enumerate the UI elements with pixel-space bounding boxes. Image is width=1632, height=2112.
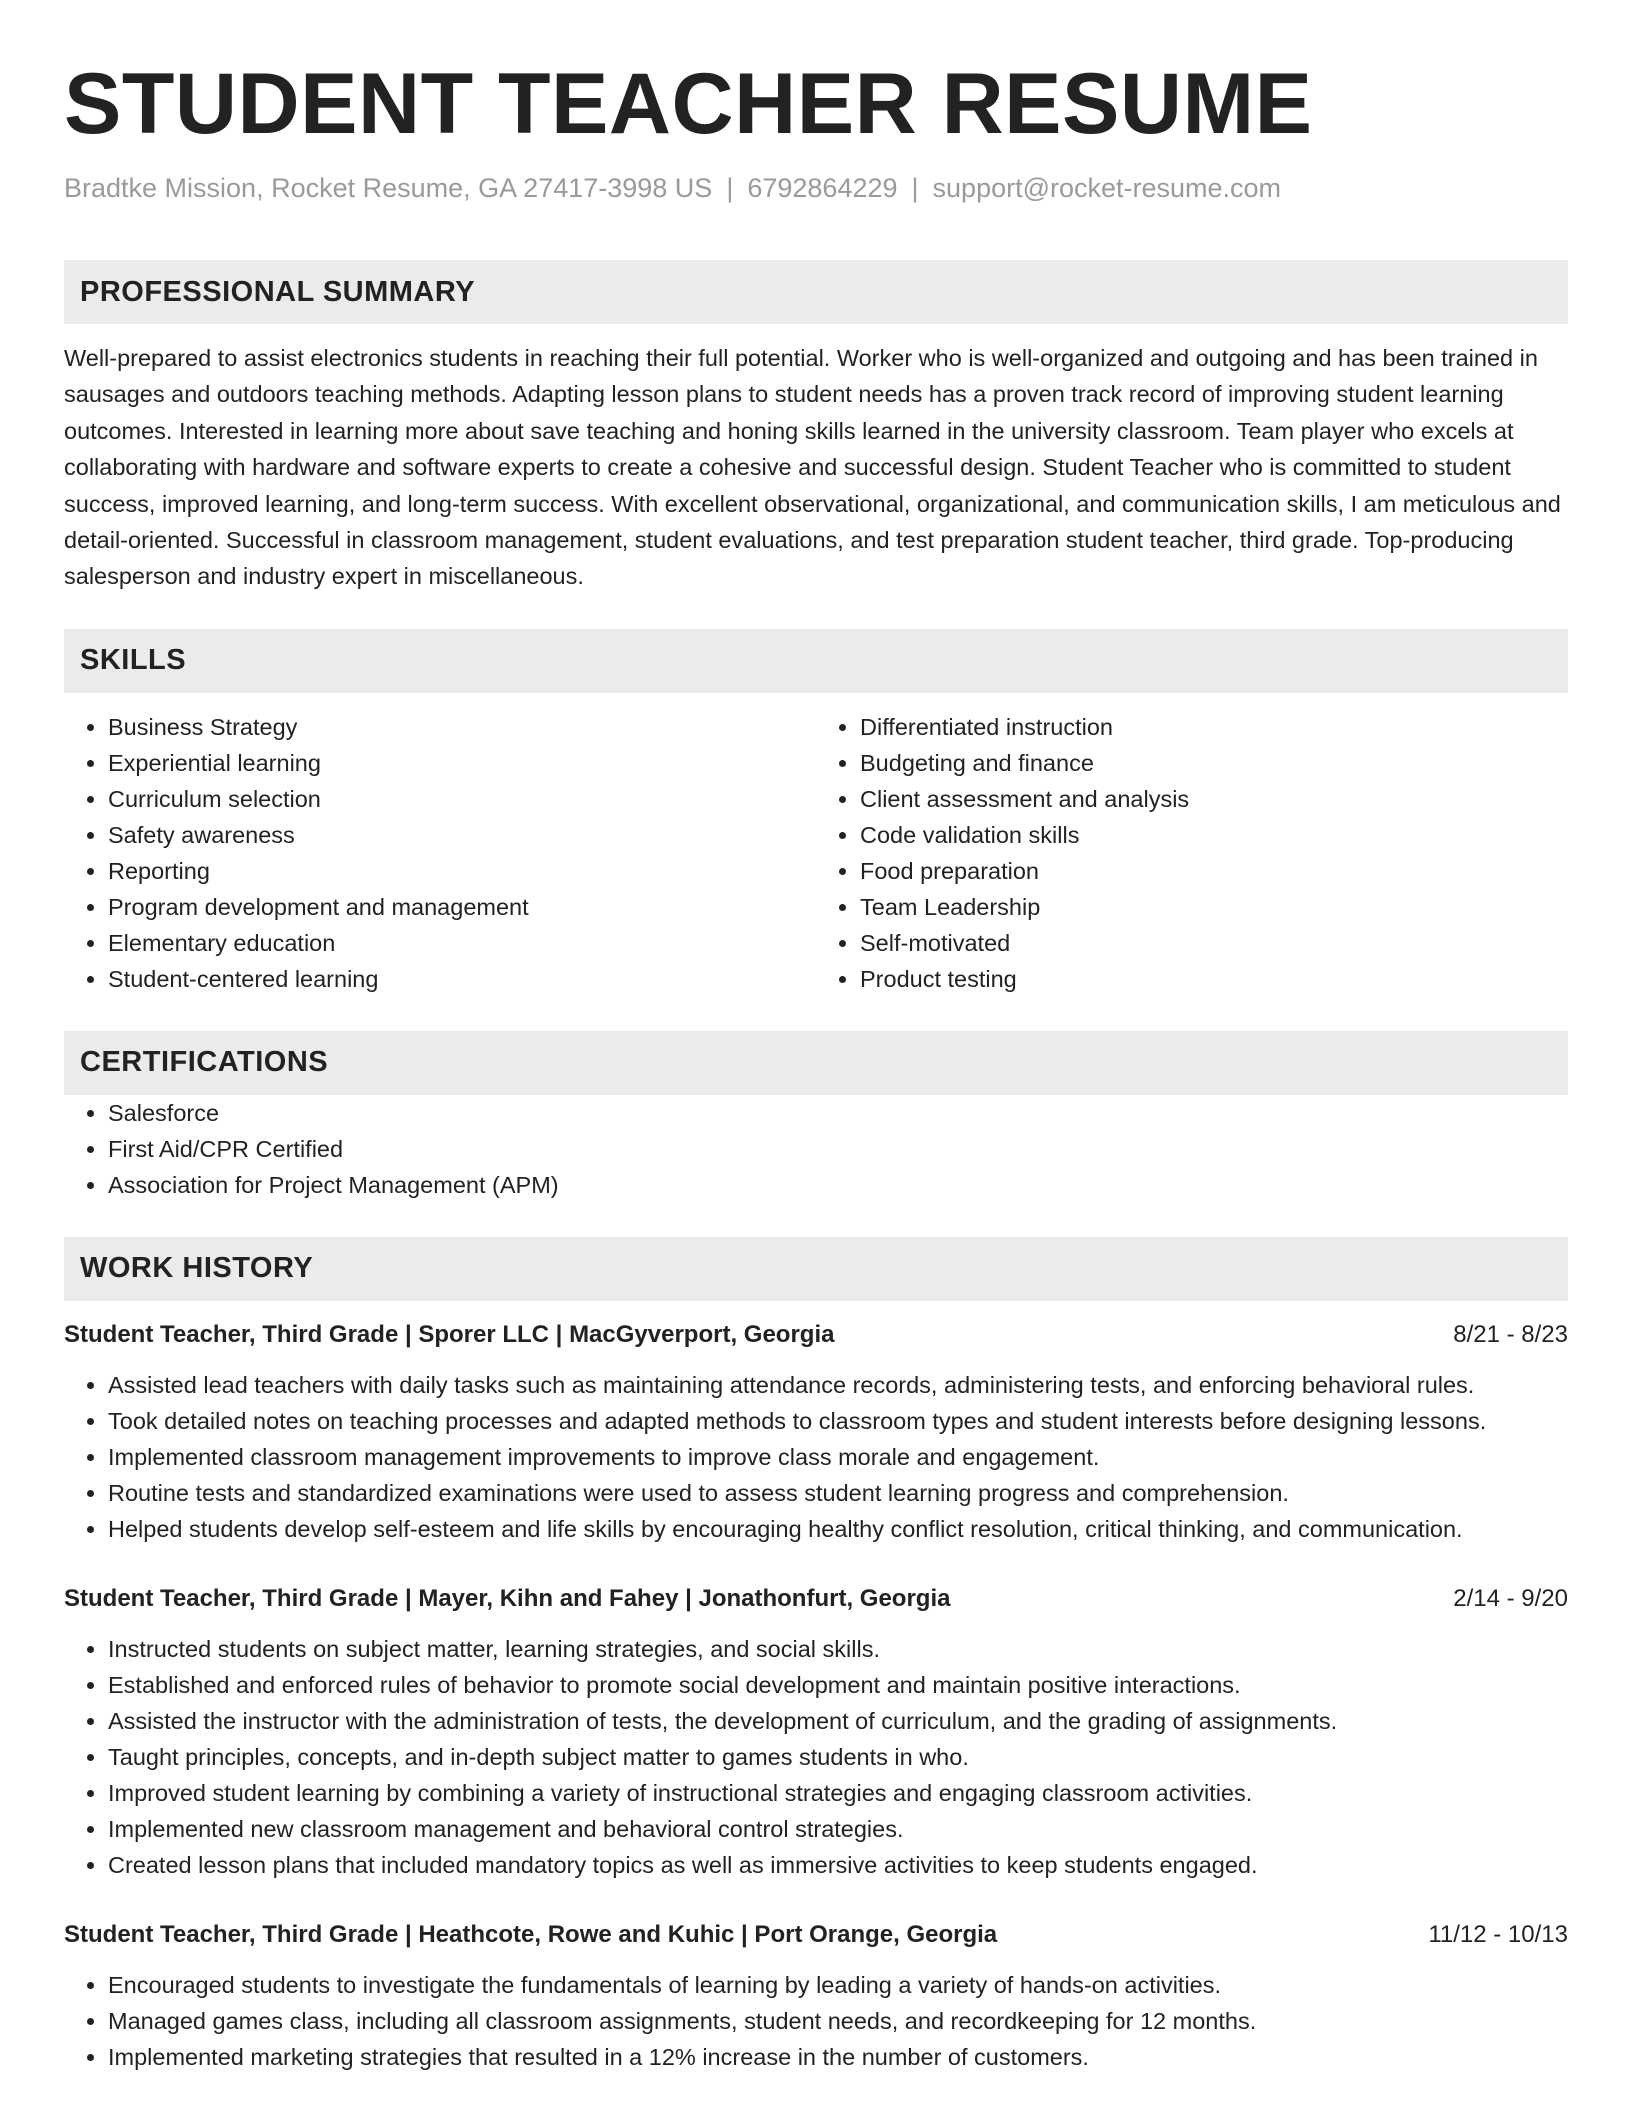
work-history-list	[64, 1317, 1568, 2075]
skills-columns	[64, 709, 1568, 997]
skills-heading: SKILLS	[64, 629, 1568, 693]
summary-text: Well-prepared to assist electronics students in reaching their full potential. Worker who is well-organized and outgoing and has been trained in sausages and outdoors teaching methods. Adapting lesson plans to student needs has a proven track record of improving student learning outcomes. Interested in learning more about save teaching and honing skills learned in the university classroom. Team player who excels at collaborating with hardware and software experts to create a cohesive and successful design. Student Teacher who is committed to student success, improved learning, and long-term success. With excellent observational, organizational, and communication skills, I am meticulous and detail-oriented. Successful in classroom management, student evaluations, and test preparation student teacher, third grade. Top-producing salesperson and industry expert in miscellaneous.	[64, 345, 1561, 590]
job-entry	[64, 1917, 1568, 2075]
job-bullets	[64, 1967, 1568, 2075]
job-bullet: • Encouraged students to investigate the fundamentals of learning by leading a variety of hands-on activities.	[108, 1967, 1568, 2003]
certification-item: • First Aid/CPR Certified	[108, 1131, 1568, 1167]
job-bullet: • Implemented classroom management improvements to improve class morale and engagement.	[108, 1439, 1568, 1475]
skill-item: • Self-motivated	[860, 925, 1568, 961]
resume-title: STUDENT TEACHER RESUME	[64, 56, 1313, 152]
skill-item: • Differentiated instruction	[860, 709, 1568, 745]
job-title: Student Teacher, Third Grade | Sporer LLC | MacGyverport, Georgia	[64, 1320, 835, 1348]
job-title: Student Teacher, Third Grade | Mayer, Kihn and Fahey | Jonathonfurt, Georgia	[64, 1584, 951, 1612]
job-entry	[64, 1317, 1568, 1547]
contact-address: Bradtke Mission, Rocket Resume, GA 27417-3998 US	[64, 173, 713, 203]
job-bullet: • Managed games class, including all classroom assignments, student needs, and recordkeeping for 12 months.	[108, 2003, 1568, 2039]
job-bullet: • Instructed students on subject matter, learning strategies, and social skills.	[108, 1631, 1568, 1667]
job-bullet: • Created lesson plans that included mandatory topics as well as immersive activities to keep students engaged.	[108, 1847, 1568, 1883]
job-bullet: • Established and enforced rules of behavior to promote social development and maintain positive interactions.	[108, 1667, 1568, 1703]
certifications-list	[64, 1095, 1568, 1203]
job-dates: 8/21 - 8/23	[1453, 1320, 1568, 1348]
job-bullet: • Implemented marketing strategies that resulted in a 12% increase in the number of customers.	[108, 2039, 1568, 2075]
skills-list-left	[64, 709, 816, 997]
skill-item: • Student-centered learning	[108, 961, 816, 997]
certification-item: • Salesforce	[108, 1095, 1568, 1131]
skill-item: • Code validation skills	[860, 817, 1568, 853]
contact-phone: 6792864229	[747, 173, 898, 203]
job-bullet: • Assisted lead teachers with daily tasks such as maintaining attendance records, administering tests, and enforcing behavioral rules.	[108, 1367, 1568, 1403]
job-dates: 2/14 - 9/20	[1453, 1584, 1568, 1612]
job-header	[64, 1581, 1568, 1617]
skill-item: • Safety awareness	[108, 817, 816, 853]
certifications-heading: CERTIFICATIONS	[64, 1031, 1568, 1095]
job-bullet: • Routine tests and standardized examinations were used to assess student learning progress and comprehension.	[108, 1475, 1568, 1511]
skill-item: • Product testing	[860, 961, 1568, 997]
skills-list-right	[816, 709, 1568, 997]
work-history-heading: WORK HISTORY	[64, 1237, 1568, 1301]
job-bullets	[64, 1367, 1568, 1547]
job-header	[64, 1917, 1568, 1953]
skill-item: • Client assessment and analysis	[860, 781, 1568, 817]
contact-line	[64, 170, 1568, 206]
job-dates: 11/12 - 10/13	[1428, 1920, 1568, 1948]
contact-email: support@rocket-resume.com	[932, 173, 1282, 203]
skill-item: • Elementary education	[108, 925, 816, 961]
job-bullet: • Took detailed notes on teaching processes and adapted methods to classroom types and student interests before designing lessons.	[108, 1403, 1568, 1439]
job-bullets	[64, 1631, 1568, 1883]
certification-item: • Association for Project Management (APM)	[108, 1167, 1568, 1203]
skill-item: • Team Leadership	[860, 889, 1568, 925]
job-header	[64, 1317, 1568, 1353]
skill-item: • Reporting	[108, 853, 816, 889]
skill-item: • Budgeting and finance	[860, 745, 1568, 781]
job-bullet: • Improved student learning by combining a variety of instructional strategies and engaging classroom activities.	[108, 1775, 1568, 1811]
job-bullet: • Taught principles, concepts, and in-depth subject matter to games students in who.	[108, 1739, 1568, 1775]
job-bullet: • Assisted the instructor with the administration of tests, the development of curriculum, and the grading of assignments.	[108, 1703, 1568, 1739]
summary-heading: PROFESSIONAL SUMMARY	[64, 260, 1568, 324]
job-bullet: • Implemented new classroom management and behavioral control strategies.	[108, 1811, 1568, 1847]
job-entry	[64, 1581, 1568, 1883]
job-title: Student Teacher, Third Grade | Heathcote, Rowe and Kuhic | Port Orange, Georgia	[64, 1920, 998, 1948]
skill-item: • Food preparation	[860, 853, 1568, 889]
skill-item: • Program development and management	[108, 889, 816, 925]
skill-item: • Curriculum selection	[108, 781, 816, 817]
job-bullet: • Helped students develop self-esteem and life skills by encouraging healthy conflict resolution, critical thinking, and communication.	[108, 1511, 1568, 1547]
contact-separator: |	[726, 173, 734, 203]
skill-item: • Business Strategy	[108, 709, 816, 745]
contact-separator: |	[911, 173, 919, 203]
skill-item: • Experiential learning	[108, 745, 816, 781]
